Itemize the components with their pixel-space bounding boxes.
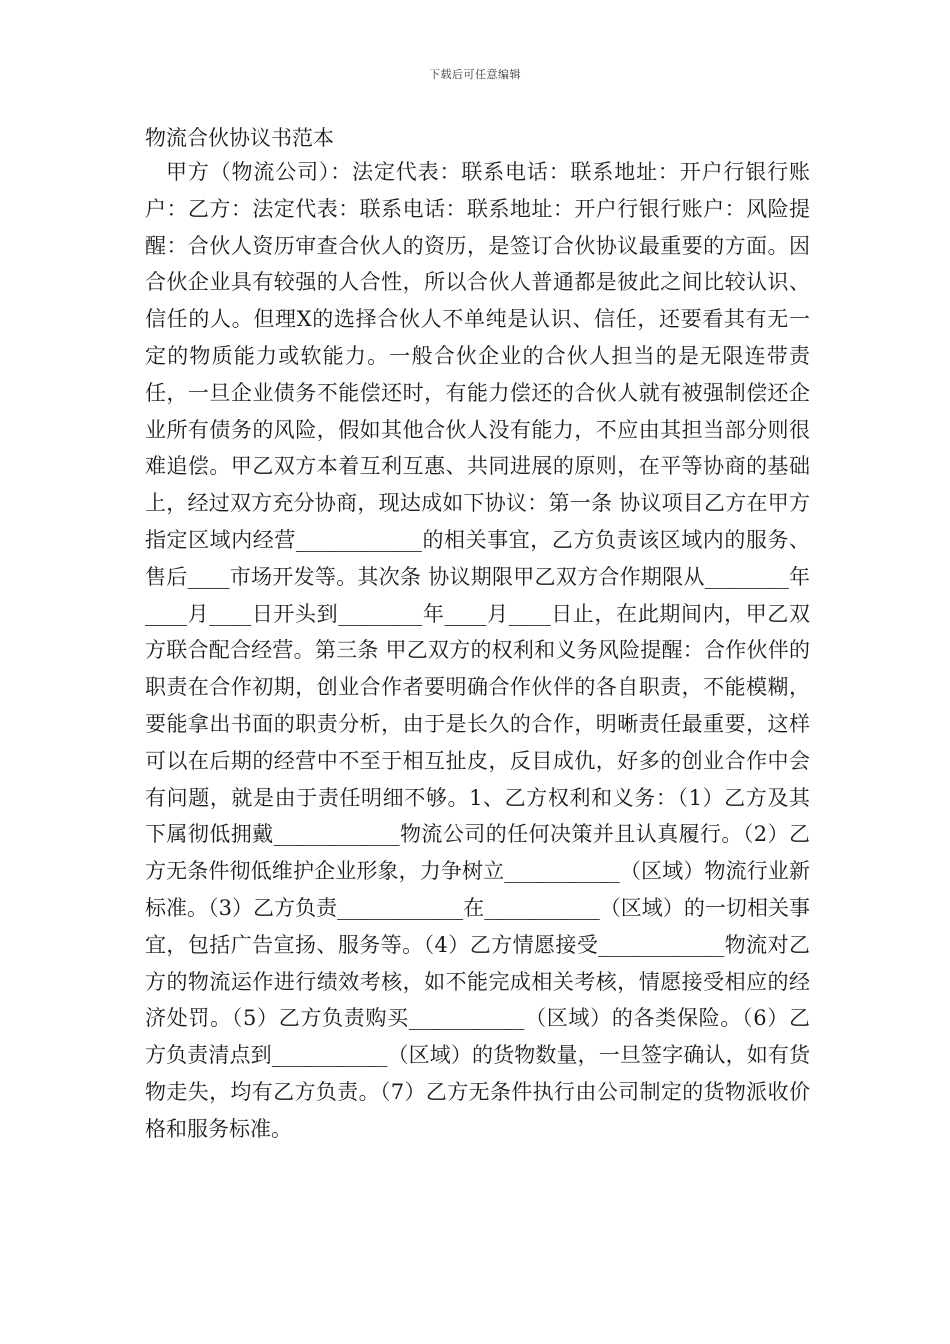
header-note: 下载后可任意编辑 (429, 68, 521, 81)
document-body: 甲方（物流公司）：法定代表：联系电话：联系地址：开户行银行账户：乙方：法定代表：联系电话：联系地址：开户行银行账户：风险提醒：合伙人资历审查合伙人的资历，是签订合伙协议最重要的方面。因合伙企业具有较强的人合性，所以合伙人普通都是彼此之间比较认识、信任的人。但理X的选择合伙人不单纯是认识、信任，还要看其有无一定的物质能力或软能力。一般合伙企业的合伙人担当的是无限连带责任，一旦企业债务不能偿还时，有能力偿还的合伙人就有被强制偿还企业所有债务的风险，假如其他合伙人没有能力，不应由其担当部分则很难追偿。甲乙双方本着互利互惠、共同进展的原则，在平等协商的基础上，经过双方充分协商，现达成如下协议：第一条 协议项目乙方在甲方指定区域内经营____________的相关事宜，乙方负责该区域内的服务、售后____市场开发等。其次条 协议期限甲乙双方合作期限从________年____月____日开头到________年____月____日止，在此期间内，甲乙双方联合配合经营。第三条 甲乙双方的权利和义务风险提醒：合作伙伴的职责在合作初期，创业合作者要明确合作伙伴的各自职责，不能模糊，要能拿出书面的职责分析，由于是长久的合作，明晰责任最重要，这样可以在后期的经营中不至于相互扯皮，反目成仇，好多的创业合作中会有问题，就是由于责任明细不够。1、乙方权利和义务：（1）乙方及其下属彻低拥戴____________物流公司的任何决策并且认真履行。（2）乙方无条件彻低维护企业形象，力争树立___________（区域）物流行业新标准。（3）乙方负责____________在___________（区域）的一切相关事宜，包括广告宣扬、服务等。（4）乙方情愿接受____________物流对乙方的物流运作进行绩效考核，如不能完成相关考核，情愿接受相应的经济处罚。（5）乙方负责购买___________（区域）的各类保险。（6）乙方负责清点到___________（区域）的货物数量，一旦签字确认，如有货物走失，均有乙方负责。（7）乙方无条件执行由公司制定的货物派收价格和服务标准。 (145, 160, 810, 1141)
document-title: 物流合伙协议书范本 (145, 126, 334, 150)
